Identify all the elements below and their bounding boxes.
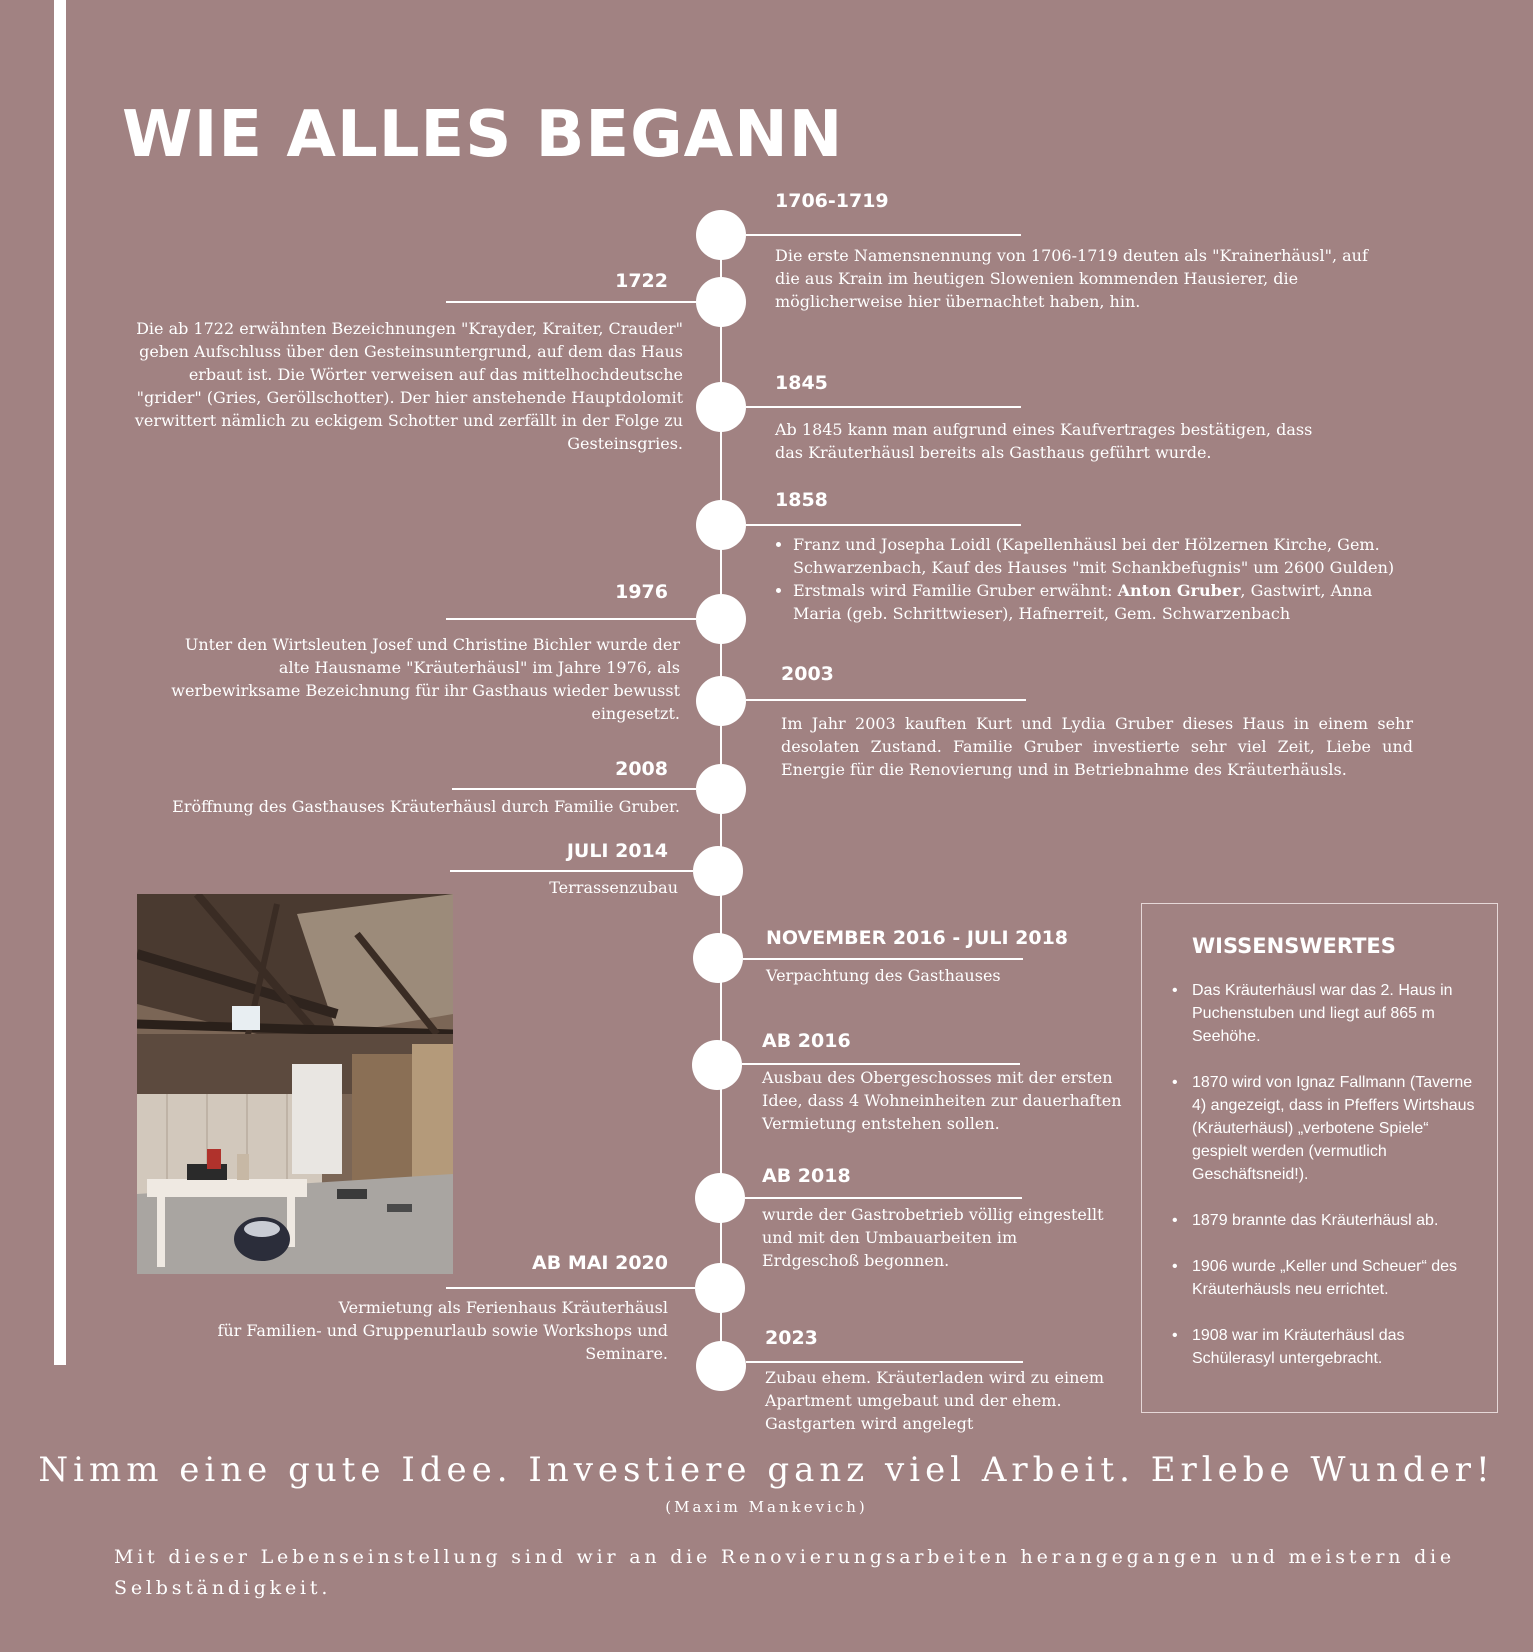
year-label-2014: JULI 2014 (566, 840, 668, 862)
timeline-connector-2014 (450, 870, 693, 872)
event-list-1858 (775, 533, 1415, 625)
renovation-photo-illustration (137, 894, 453, 1274)
timeline-dot-2016 (692, 1040, 742, 1090)
year-label-2020: AB MAI 2020 (532, 1252, 668, 1274)
event-text-2023: Zubau ehem. Kräuterladen wird zu einem Apartment umgebaut und der ehem. Gastgarten wird angelegt (765, 1368, 1105, 1433)
quote-author: (Maxim Mankevich) (665, 1498, 868, 1516)
timeline-connector-1845 (746, 406, 1021, 408)
year-label-1722: 1722 (615, 270, 668, 292)
year-label-2016: AB 2016 (762, 1030, 851, 1052)
year-label-2003: 2003 (781, 663, 834, 685)
timeline-connector-2020 (446, 1287, 695, 1289)
timeline-connector-2016-pacht (743, 958, 1023, 960)
year-label-2016-pacht: NOVEMBER 2016 - JULI 2018 (766, 927, 1069, 949)
year-label-1706: 1706-1719 (775, 190, 889, 212)
timeline-dot-1858 (696, 500, 746, 550)
event-text-1722: Die ab 1722 erwähnten Bezeichnungen "Krayder, Kraiter, Crauder" geben Aufschluss über den Gesteinsuntergrund, auf dem das Haus erbaut ist. Die Wörter verweisen auf das mittelhochdeutsche "grider" (Gries, Geröllschotter). Der hier anstehende Hauptdolomit verwittert nämlich zu eckigem Schotter und zerfällt in der Folge zu Gesteinsgries. (134, 319, 683, 453)
info-item: • Das Kräuterhäusl war das 2. Haus in Puchenstuben und liegt auf 865 m Seehöhe. (1192, 979, 1477, 1048)
year-label-2023: 2023 (765, 1327, 818, 1349)
info-list (1192, 979, 1477, 1393)
timeline-dot-2003 (696, 676, 746, 726)
event-item-1858-2-post: , Gastwirt, Anna Maria (geb. Schrittwieser), Hafnerreit, Gem. Schwarzenbach (793, 581, 1373, 623)
year-label-2018: AB 2018 (762, 1165, 851, 1187)
event-text-2003: Im Jahr 2003 kauften Kurt und Lydia Gruber dieses Haus in einem sehr desolaten Zustand. Familie Gruber investierte sehr viel Zeit, Liebe und Energie für die Renovierung und in Betriebnahme des Kräuterhäusls. (781, 714, 1413, 779)
event-text-2008: Eröffnung des Gasthauses Kräuterhäusl durch Familie Gruber. (172, 797, 680, 816)
timeline-dot-1706 (696, 210, 746, 260)
info-item: • 1906 wurde „Keller und Scheuer“ des Kräuterhäusls neu errichtet. (1192, 1255, 1477, 1301)
event-item-1858-2 (793, 579, 1415, 625)
year-label-2008: 2008 (615, 758, 668, 780)
timeline-dot-2023 (696, 1341, 746, 1391)
timeline-dot-2016-pacht (693, 933, 743, 983)
event-item-1858-2-name: Anton Gruber (1117, 581, 1241, 600)
info-item: • 1879 brannte das Kräuterhäusl ab. (1192, 1209, 1477, 1232)
event-text-2020-line2: für Familien- und Gruppenurlaub sowie Workshops und Seminare. (217, 1321, 668, 1363)
timeline-connector-2023 (746, 1361, 1023, 1363)
event-text-2020-line1: Vermietung als Ferienhaus Kräuterhäusl (338, 1298, 668, 1317)
timeline-connector-2018 (745, 1197, 1022, 1199)
timeline-connector-2003 (746, 699, 1026, 701)
timeline-connector-1722 (446, 301, 696, 303)
left-accent-bar (54, 0, 66, 1365)
info-item: • 1870 wird von Ignaz Fallmann (Taverne 4) angezeigt, dass in Pfeffers Wirtshaus (Kräuterhäusl) „verbotene Spiele“ gespielt werden (vermutlich Geschäftsneid!). (1192, 1071, 1477, 1186)
timeline-connector-1976 (446, 618, 696, 620)
closing-text: Mit dieser Lebenseinstellung sind wir an die Renovierungsarbeiten herangegangen und meistern die Selbständigkeit. (114, 1546, 1455, 1599)
quote-text: Nimm eine gute Idee. Investiere ganz viel Arbeit. Erlebe Wunder! (38, 1450, 1495, 1490)
timeline-connector-2008 (452, 788, 696, 790)
info-box-title: WISSENSWERTES (1192, 934, 1396, 958)
timeline-dot-1845 (696, 382, 746, 432)
timeline-connector-1706 (746, 234, 1021, 236)
event-text-2018: wurde der Gastrobetrieb völlig eingestellt und mit den Umbauarbeiten im Erdgeschoß begonnen. (762, 1205, 1104, 1270)
info-box (1141, 903, 1498, 1413)
event-text-2016: Ausbau des Obergeschosses mit der ersten Idee, dass 4 Wohneinheiten zur dauerhaften Vermietung entstehen sollen. (762, 1068, 1122, 1133)
renovation-photo (137, 894, 453, 1274)
timeline-dot-2020 (695, 1263, 745, 1313)
year-label-1858: 1858 (775, 489, 828, 511)
event-item-1858-2-pre: Erstmals wird Familie Gruber erwähnt: (793, 581, 1118, 600)
year-label-1976: 1976 (615, 581, 668, 603)
event-item-1858-1: • Franz und Josepha Loidl (Kapellenhäusl bei der Hölzernen Kirche, Gem. Schwarzenbach, Kauf des Hauses "mit Schankbefugnis" um 2600 Gulden) (793, 533, 1415, 579)
event-text-2016-pacht: Verpachtung des Gasthauses (766, 966, 1001, 985)
timeline-dot-2008 (696, 764, 746, 814)
timeline-dot-1976 (696, 594, 746, 644)
event-text-1706: Die erste Namensnennung von 1706-1719 deuten als "Krainerhäusl", auf die aus Krain im heutigen Slowenien kommenden Hausierer, die möglicherweise hier übernachtet haben, hin. (775, 246, 1368, 311)
year-label-1845: 1845 (775, 372, 828, 394)
timeline-dot-2018 (695, 1173, 745, 1223)
timeline-connector-1858 (746, 524, 1021, 526)
event-text-2020 (180, 1296, 668, 1365)
event-text-2014: Terrassenzubau (549, 878, 678, 897)
timeline-dot-1722 (696, 277, 746, 327)
event-text-1976: Unter den Wirtsleuten Josef und Christine Bichler wurde der alte Hausname "Kräuterhäusl" im Jahre 1976, als werbewirksame Bezeichnung für ihr Gasthaus wieder bewusst eingesetzt. (171, 635, 680, 723)
event-text-1845: Ab 1845 kann man aufgrund eines Kaufvertrages bestätigen, dass das Kräuterhäusl bereits als Gasthaus geführt wurde. (775, 420, 1313, 462)
info-item: • 1908 war im Kräuterhäusl das Schülerasyl untergebracht. (1192, 1324, 1477, 1370)
timeline-dot-2014 (693, 846, 743, 896)
page-title: WIE ALLES BEGANN (122, 98, 844, 172)
timeline-connector-2016 (742, 1063, 1020, 1065)
